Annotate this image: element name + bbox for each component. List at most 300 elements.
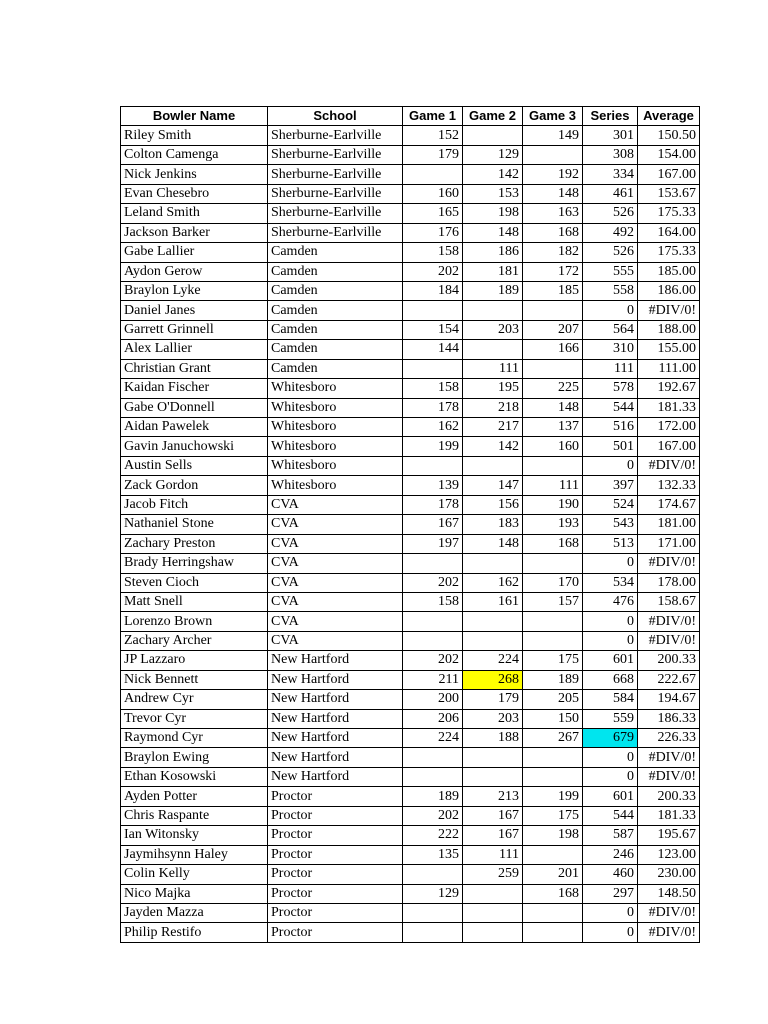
game-1-cell <box>403 612 463 631</box>
game-3-cell <box>523 923 583 942</box>
game-2-cell: 167 <box>463 806 523 825</box>
table-body <box>121 126 700 942</box>
game-2-cell <box>463 612 523 631</box>
average-cell: 181.33 <box>638 398 700 417</box>
average-cell: 186.00 <box>638 281 700 300</box>
average-cell: 186.33 <box>638 709 700 728</box>
series-cell: 0 <box>583 748 638 767</box>
average-cell: 178.00 <box>638 573 700 592</box>
bowler-name-cell: Gabe O'Donnell <box>121 398 268 417</box>
game-3-cell: 175 <box>523 806 583 825</box>
table-row <box>121 592 700 611</box>
game-2-cell: 156 <box>463 495 523 514</box>
game-1-cell: 199 <box>403 437 463 456</box>
game-3-cell: 160 <box>523 437 583 456</box>
school-cell: Whitesboro <box>268 476 403 495</box>
series-cell: 578 <box>583 379 638 398</box>
game-2-cell: 111 <box>463 845 523 864</box>
game-3-cell <box>523 903 583 922</box>
series-cell: 492 <box>583 223 638 242</box>
series-cell: 564 <box>583 320 638 339</box>
series-cell: 476 <box>583 592 638 611</box>
game-2-cell: 188 <box>463 729 523 748</box>
game-2-cell: 153 <box>463 184 523 203</box>
game-2-cell <box>463 631 523 650</box>
table-row <box>121 301 700 320</box>
bowler-name-cell: Nathaniel Stone <box>121 515 268 534</box>
series-cell: 526 <box>583 204 638 223</box>
average-cell: 155.00 <box>638 340 700 359</box>
school-cell: Camden <box>268 320 403 339</box>
game-2-cell <box>463 748 523 767</box>
series-cell: 601 <box>583 787 638 806</box>
school-cell: Proctor <box>268 787 403 806</box>
average-cell: 132.33 <box>638 476 700 495</box>
average-cell: 230.00 <box>638 865 700 884</box>
game-3-cell: 157 <box>523 592 583 611</box>
school-cell: New Hartford <box>268 709 403 728</box>
table-row <box>121 554 700 573</box>
series-cell: 679 <box>583 729 638 748</box>
school-cell: Sherburne-Earlville <box>268 126 403 145</box>
game-1-cell <box>403 301 463 320</box>
series-cell: 0 <box>583 767 638 786</box>
game-2-cell: 186 <box>463 243 523 262</box>
bowler-name-cell: Garrett Grinnell <box>121 320 268 339</box>
bowler-name-cell: Braylon Lyke <box>121 281 268 300</box>
game-3-cell: 201 <box>523 865 583 884</box>
game-1-cell: 179 <box>403 145 463 164</box>
game-2-cell: 189 <box>463 281 523 300</box>
bowler-name-cell: Steven Cioch <box>121 573 268 592</box>
school-cell: CVA <box>268 612 403 631</box>
game-3-cell: 175 <box>523 651 583 670</box>
table-row <box>121 923 700 942</box>
bowler-name-cell: Jayden Mazza <box>121 903 268 922</box>
series-cell: 584 <box>583 690 638 709</box>
series-cell: 555 <box>583 262 638 281</box>
bowler-name-cell: Zachary Archer <box>121 631 268 650</box>
average-cell: 188.00 <box>638 320 700 339</box>
bowler-name-cell: Aidan Pawelek <box>121 418 268 437</box>
table-row <box>121 281 700 300</box>
game-1-cell <box>403 359 463 378</box>
game-3-cell <box>523 612 583 631</box>
series-cell: 513 <box>583 534 638 553</box>
game-3-cell: 137 <box>523 418 583 437</box>
table-row <box>121 631 700 650</box>
average-cell: 123.00 <box>638 845 700 864</box>
game-3-cell: 207 <box>523 320 583 339</box>
game-3-cell: 193 <box>523 515 583 534</box>
game-3-cell: 150 <box>523 709 583 728</box>
game-2-cell <box>463 340 523 359</box>
bowler-name-cell: Colin Kelly <box>121 865 268 884</box>
game-2-cell: 224 <box>463 651 523 670</box>
game-3-cell: 168 <box>523 534 583 553</box>
table-row <box>121 865 700 884</box>
table-row <box>121 398 700 417</box>
game-1-cell: 222 <box>403 826 463 845</box>
table-row <box>121 437 700 456</box>
game-3-cell: 189 <box>523 670 583 689</box>
game-2-cell <box>463 767 523 786</box>
series-cell: 111 <box>583 359 638 378</box>
series-cell: 668 <box>583 670 638 689</box>
game-3-cell <box>523 631 583 650</box>
average-cell: #DIV/0! <box>638 923 700 942</box>
game-2-cell: 142 <box>463 165 523 184</box>
series-cell: 559 <box>583 709 638 728</box>
average-cell: 148.50 <box>638 884 700 903</box>
game-3-cell: 182 <box>523 243 583 262</box>
series-cell: 544 <box>583 398 638 417</box>
game-1-cell: 158 <box>403 379 463 398</box>
school-cell: Whitesboro <box>268 379 403 398</box>
bowler-name-cell: Austin Sells <box>121 456 268 475</box>
series-cell: 334 <box>583 165 638 184</box>
game-3-cell: 190 <box>523 495 583 514</box>
game-3-cell: 166 <box>523 340 583 359</box>
bowler-name-cell: Nick Jenkins <box>121 165 268 184</box>
header-game-2: Game 2 <box>463 107 523 126</box>
school-cell: Sherburne-Earlville <box>268 223 403 242</box>
game-3-cell <box>523 145 583 164</box>
header-average: Average <box>638 107 700 126</box>
average-cell: 181.00 <box>638 515 700 534</box>
game-3-cell: 205 <box>523 690 583 709</box>
series-cell: 0 <box>583 554 638 573</box>
bowler-name-cell: Ethan Kosowski <box>121 767 268 786</box>
table-row <box>121 456 700 475</box>
series-cell: 516 <box>583 418 638 437</box>
game-3-cell: 168 <box>523 223 583 242</box>
table-row <box>121 359 700 378</box>
bowler-name-cell: Lorenzo Brown <box>121 612 268 631</box>
series-cell: 461 <box>583 184 638 203</box>
series-cell: 524 <box>583 495 638 514</box>
game-1-cell: 206 <box>403 709 463 728</box>
series-cell: 501 <box>583 437 638 456</box>
game-1-cell: 129 <box>403 884 463 903</box>
game-2-cell <box>463 903 523 922</box>
series-cell: 397 <box>583 476 638 495</box>
table-row <box>121 515 700 534</box>
series-cell: 301 <box>583 126 638 145</box>
average-cell: #DIV/0! <box>638 767 700 786</box>
game-1-cell: 178 <box>403 495 463 514</box>
game-2-cell <box>463 126 523 145</box>
bowler-name-cell: Zack Gordon <box>121 476 268 495</box>
average-cell: 195.67 <box>638 826 700 845</box>
school-cell: Whitesboro <box>268 418 403 437</box>
game-1-cell <box>403 456 463 475</box>
bowler-name-cell: JP Lazzaro <box>121 651 268 670</box>
bowler-name-cell: Alex Lallier <box>121 340 268 359</box>
table-row <box>121 223 700 242</box>
school-cell: Sherburne-Earlville <box>268 204 403 223</box>
average-cell: 158.67 <box>638 592 700 611</box>
game-2-cell <box>463 884 523 903</box>
header-row <box>121 107 700 126</box>
game-2-cell: 181 <box>463 262 523 281</box>
game-1-cell: 200 <box>403 690 463 709</box>
game-3-cell: 168 <box>523 884 583 903</box>
game-2-cell: 129 <box>463 145 523 164</box>
school-cell: Camden <box>268 262 403 281</box>
table-row <box>121 787 700 806</box>
game-3-cell <box>523 554 583 573</box>
game-3-cell: 149 <box>523 126 583 145</box>
school-cell: Sherburne-Earlville <box>268 184 403 203</box>
game-2-cell: 179 <box>463 690 523 709</box>
header-series: Series <box>583 107 638 126</box>
table-row <box>121 534 700 553</box>
school-cell: CVA <box>268 631 403 650</box>
game-2-cell: 259 <box>463 865 523 884</box>
table-row <box>121 495 700 514</box>
game-2-cell <box>463 554 523 573</box>
game-1-cell: 158 <box>403 243 463 262</box>
game-3-cell: 267 <box>523 729 583 748</box>
school-cell: Camden <box>268 340 403 359</box>
game-2-cell: 111 <box>463 359 523 378</box>
average-cell: 185.00 <box>638 262 700 281</box>
bowler-name-cell: Chris Raspante <box>121 806 268 825</box>
school-cell: New Hartford <box>268 767 403 786</box>
game-3-cell: 148 <box>523 398 583 417</box>
school-cell: CVA <box>268 534 403 553</box>
table-row <box>121 845 700 864</box>
header-bowler-name: Bowler Name <box>121 107 268 126</box>
game-2-cell: 161 <box>463 592 523 611</box>
bowler-name-cell: Kaidan Fischer <box>121 379 268 398</box>
school-cell: CVA <box>268 573 403 592</box>
bowler-name-cell: Evan Chesebro <box>121 184 268 203</box>
series-cell: 526 <box>583 243 638 262</box>
table-row <box>121 476 700 495</box>
game-2-cell: 198 <box>463 204 523 223</box>
table-row <box>121 729 700 748</box>
bowler-name-cell: Brady Herringshaw <box>121 554 268 573</box>
school-cell: CVA <box>268 515 403 534</box>
table-row <box>121 806 700 825</box>
series-cell: 543 <box>583 515 638 534</box>
bowler-name-cell: Jacob Fitch <box>121 495 268 514</box>
game-1-cell: 178 <box>403 398 463 417</box>
average-cell: 200.33 <box>638 651 700 670</box>
average-cell: 172.00 <box>638 418 700 437</box>
school-cell: Proctor <box>268 806 403 825</box>
game-1-cell: 202 <box>403 262 463 281</box>
average-cell: 192.67 <box>638 379 700 398</box>
game-1-cell: 167 <box>403 515 463 534</box>
series-cell: 558 <box>583 281 638 300</box>
bowler-name-cell: Andrew Cyr <box>121 690 268 709</box>
bowler-name-cell: Jaymihsynn Haley <box>121 845 268 864</box>
bowler-name-cell: Leland Smith <box>121 204 268 223</box>
game-3-cell: 225 <box>523 379 583 398</box>
bowler-name-cell: Colton Camenga <box>121 145 268 164</box>
school-cell: CVA <box>268 592 403 611</box>
school-cell: CVA <box>268 495 403 514</box>
game-1-cell: 135 <box>403 845 463 864</box>
school-cell: New Hartford <box>268 651 403 670</box>
average-cell: 175.33 <box>638 243 700 262</box>
bowler-name-cell: Daniel Janes <box>121 301 268 320</box>
school-cell: Proctor <box>268 845 403 864</box>
series-cell: 0 <box>583 631 638 650</box>
game-2-cell <box>463 456 523 475</box>
bowler-name-cell: Gabe Lallier <box>121 243 268 262</box>
bowler-name-cell: Gavin Januchowski <box>121 437 268 456</box>
table-row <box>121 690 700 709</box>
series-cell: 0 <box>583 923 638 942</box>
school-cell: Proctor <box>268 923 403 942</box>
table-row <box>121 826 700 845</box>
average-cell: #DIV/0! <box>638 301 700 320</box>
series-cell: 534 <box>583 573 638 592</box>
school-cell: New Hartford <box>268 729 403 748</box>
school-cell: New Hartford <box>268 748 403 767</box>
bowler-name-cell: Trevor Cyr <box>121 709 268 728</box>
average-cell: 167.00 <box>638 437 700 456</box>
average-cell: 174.67 <box>638 495 700 514</box>
series-cell: 246 <box>583 845 638 864</box>
game-3-cell: 185 <box>523 281 583 300</box>
school-cell: CVA <box>268 554 403 573</box>
game-3-cell: 170 <box>523 573 583 592</box>
series-cell: 601 <box>583 651 638 670</box>
average-cell: 181.33 <box>638 806 700 825</box>
average-cell: 111.00 <box>638 359 700 378</box>
school-cell: Whitesboro <box>268 398 403 417</box>
game-3-cell: 192 <box>523 165 583 184</box>
game-2-cell: 183 <box>463 515 523 534</box>
game-3-cell: 148 <box>523 184 583 203</box>
average-cell: #DIV/0! <box>638 612 700 631</box>
series-cell: 460 <box>583 865 638 884</box>
game-2-cell: 167 <box>463 826 523 845</box>
bowler-name-cell: Riley Smith <box>121 126 268 145</box>
game-1-cell: 144 <box>403 340 463 359</box>
game-3-cell <box>523 748 583 767</box>
game-2-cell <box>463 301 523 320</box>
table-row <box>121 767 700 786</box>
header-game-1: Game 1 <box>403 107 463 126</box>
game-2-cell: 217 <box>463 418 523 437</box>
average-cell: 167.00 <box>638 165 700 184</box>
game-3-cell: 199 <box>523 787 583 806</box>
table-row <box>121 243 700 262</box>
game-1-cell <box>403 748 463 767</box>
game-1-cell: 202 <box>403 651 463 670</box>
header-school: School <box>268 107 403 126</box>
average-cell: 164.00 <box>638 223 700 242</box>
game-1-cell <box>403 923 463 942</box>
game-1-cell: 189 <box>403 787 463 806</box>
game-3-cell: 198 <box>523 826 583 845</box>
bowler-name-cell: Nico Majka <box>121 884 268 903</box>
header-game-3: Game 3 <box>523 107 583 126</box>
school-cell: Whitesboro <box>268 437 403 456</box>
game-3-cell <box>523 845 583 864</box>
bowler-name-cell: Christian Grant <box>121 359 268 378</box>
school-cell: Whitesboro <box>268 456 403 475</box>
table-row <box>121 903 700 922</box>
game-2-cell: 195 <box>463 379 523 398</box>
game-1-cell: 224 <box>403 729 463 748</box>
series-cell: 0 <box>583 903 638 922</box>
school-cell: Camden <box>268 301 403 320</box>
bowler-name-cell: Matt Snell <box>121 592 268 611</box>
average-cell: 150.50 <box>638 126 700 145</box>
table-row <box>121 418 700 437</box>
game-2-cell: 148 <box>463 223 523 242</box>
game-3-cell <box>523 456 583 475</box>
school-cell: Camden <box>268 359 403 378</box>
table-row <box>121 884 700 903</box>
game-1-cell: 197 <box>403 534 463 553</box>
table-row <box>121 145 700 164</box>
game-2-cell: 148 <box>463 534 523 553</box>
school-cell: Proctor <box>268 826 403 845</box>
bowler-name-cell: Raymond Cyr <box>121 729 268 748</box>
game-2-cell: 142 <box>463 437 523 456</box>
game-2-cell: 203 <box>463 709 523 728</box>
school-cell: New Hartford <box>268 690 403 709</box>
school-cell: Camden <box>268 281 403 300</box>
game-2-cell: 218 <box>463 398 523 417</box>
game-1-cell: 184 <box>403 281 463 300</box>
game-1-cell: 165 <box>403 204 463 223</box>
series-cell: 544 <box>583 806 638 825</box>
bowler-name-cell: Zachary Preston <box>121 534 268 553</box>
table-row <box>121 612 700 631</box>
game-1-cell <box>403 631 463 650</box>
bowler-name-cell: Philip Restifo <box>121 923 268 942</box>
table-row <box>121 184 700 203</box>
game-2-cell: 203 <box>463 320 523 339</box>
game-1-cell <box>403 903 463 922</box>
average-cell: 153.67 <box>638 184 700 203</box>
game-1-cell: 152 <box>403 126 463 145</box>
series-cell: 0 <box>583 612 638 631</box>
bowling-scores-table <box>120 106 700 943</box>
school-cell: Sherburne-Earlville <box>268 145 403 164</box>
game-3-cell: 172 <box>523 262 583 281</box>
game-1-cell: 160 <box>403 184 463 203</box>
table-row <box>121 126 700 145</box>
series-cell: 0 <box>583 301 638 320</box>
average-cell: 194.67 <box>638 690 700 709</box>
game-3-cell <box>523 359 583 378</box>
average-cell: #DIV/0! <box>638 748 700 767</box>
average-cell: 175.33 <box>638 204 700 223</box>
game-1-cell: 176 <box>403 223 463 242</box>
table-row <box>121 340 700 359</box>
table-row <box>121 748 700 767</box>
average-cell: #DIV/0! <box>638 631 700 650</box>
game-2-cell <box>463 923 523 942</box>
table-row <box>121 204 700 223</box>
series-cell: 587 <box>583 826 638 845</box>
school-cell: Proctor <box>268 884 403 903</box>
school-cell: Camden <box>268 243 403 262</box>
game-2-cell: 268 <box>463 670 523 689</box>
average-cell: #DIV/0! <box>638 903 700 922</box>
game-1-cell <box>403 554 463 573</box>
